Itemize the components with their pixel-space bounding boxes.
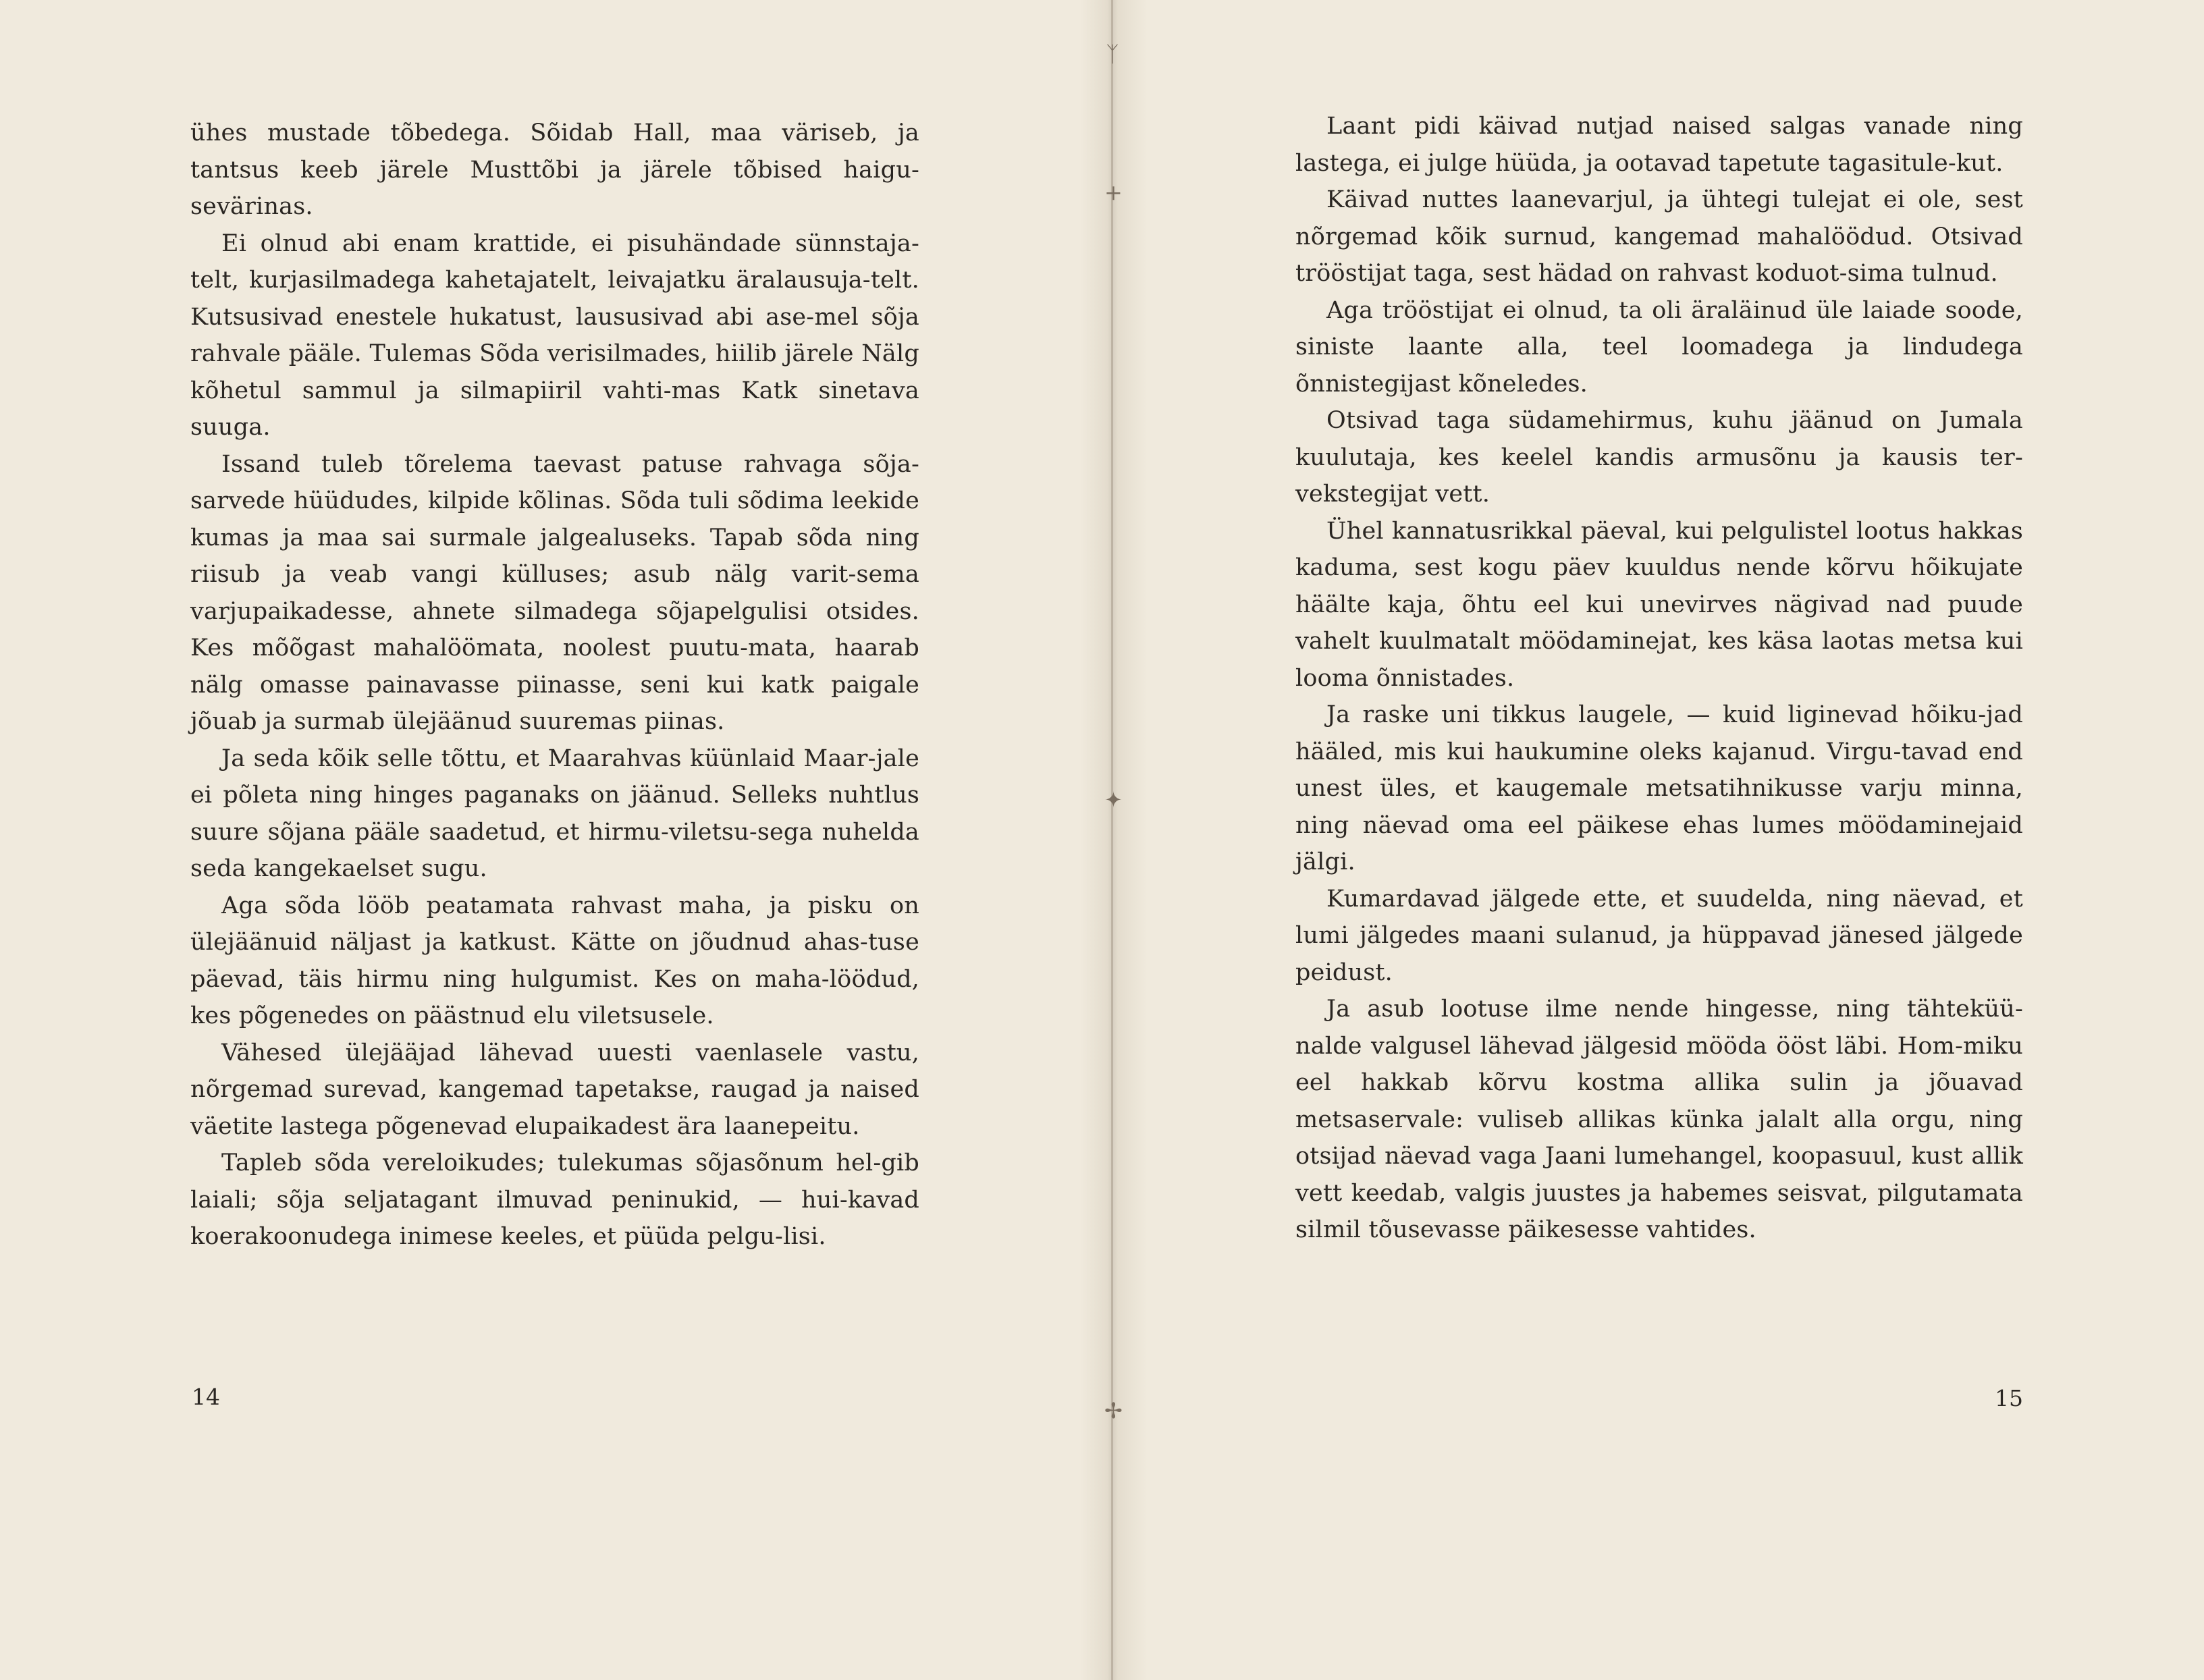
binding-stitch-mark: + xyxy=(1104,180,1123,205)
paragraph: Ühel kannatusrikkal päeval, kui pelgulistel lootus hakkas kaduma, sest kogu päev kuuldus nende kõrvu hõikujate häälte kaja, õhtu eel kui unevirves nägivad nad puude vahelt kuulmatalt möödaminejat, kes käsa laotas metsa kui looma õnnistades. xyxy=(1295,517,2023,692)
page-number: 15 xyxy=(1995,1385,2023,1411)
left-page-text xyxy=(190,115,919,1255)
paragraph: Aga trööstijat ei olnud, ta oli äraläinud üle laiade soode, siniste laante alla, teel loomadega ja lindudega õnnistegijast kõneledes. xyxy=(1295,296,2023,398)
paragraph: Kumardavad jälgede ette, et suudelda, ning näevad, et lumi jälgedes maani sulanud, ja hüppavad jänesed jälgede peidust. xyxy=(1295,885,2023,986)
binding-stitch-mark: ᛉ xyxy=(1106,41,1119,67)
right-page xyxy=(1113,0,2204,1680)
paragraph: Ja raske uni tikkus laugele, — kuid liginevad hõiku-jad hääled, mis kui haukumine oleks kajanud. Virgu-tavad end unest üles, et kaugemale metsatihnikusse varju minna, ning näevad oma eel päikese ehas lumes möödaminejaid jälgi. xyxy=(1295,701,2023,875)
paragraph: ühes mustade tõbedega. Sõidab Hall, maa väriseb, ja tantsus keeb järele Musttõbi ja järele tõbised haigu-sevärinas. xyxy=(190,119,919,220)
paragraph: Vähesed ülejääjad lähevad uuesti vaenlasele vastu, nõrgemad surevad, kangemad tapetakse, raugad ja naised väetite lastega põgenevad elupaikadest ära laanepeitu. xyxy=(190,1039,919,1140)
paragraph: Otsivad taga südamehirmus, kuhu jäänud on Jumala kuulutaja, kes keelel kandis armusõnu ja kausis ter-vekstegijat vett. xyxy=(1295,407,2023,508)
paragraph: Aga sõda lööb peatamata rahvast maha, ja pisku on ülejäänuid näljast ja katkust. Kätte on jõudnud ahas-tuse päevad, täis hirmu ning hulgumist. Kes on maha-löödud, kes põgenedes on päästnud elu viletsusele. xyxy=(190,892,919,1029)
binding-stitch-mark: ✦ xyxy=(1104,787,1123,813)
paragraph: Ja asub lootuse ilme nende hingesse, ning tähteküü-nalde valgusel lähevad jälgesid mööda ööst läbi. Hom-miku eel hakkab kõrvu kostma allika sulin ja jõuavad metsaservale: vuliseb allikas künka jalalt alla orgu, ning otsijad näevad vaga Jaani lumehangel, koopasuul, kust allik vett keedab, valgis juustes ja habemes seisvat, pilgutamata silmil tõusevasse päikesesse vahtides. xyxy=(1295,996,2023,1243)
paragraph: Laant pidi käivad nutjad naised salgas vanade ning lastega, ei julge hüüda, ja ootavad tapetute tagasitule-kut. xyxy=(1295,113,2023,177)
paragraph: Käivad nuttes laanevarjul, ja ühtegi tulejat ei ole, sest nõrgemad kõik surnud, kangemad mahalöödud. Otsivad trööstijat taga, sest hädad on rahvast koduot-sima tulnud. xyxy=(1295,186,2023,287)
page-number: 14 xyxy=(192,1384,220,1410)
paragraph: Tapleb sõda vereloikudes; tulekumas sõjasõnum hel-gib laiali; sõja seljatagant ilmuvad peninukid, — hui-kavad koerakoonudega inimese keeles, et püüda pelgu-lisi. xyxy=(190,1149,919,1250)
paragraph: Ei olnud abi enam krattide, ei pisuhändade sünnstaja-telt, kurjasilmadega kahetajatelt, leivajatku äralausuja-telt. Kutsusivad enestele hukatust, laususivad abi ase-mel sõja rahvale pääle. Tulemas Sõda verisilmades, hiilib järele Nälg kõhetul sammul ja silmapiiril vahti-mas Katk sinetava suuga. xyxy=(190,229,919,441)
paragraph: Ja seda kõik selle tõttu, et Maarahvas küünlaid Maar-jale ei põleta ning hinges paganaks on jäänud. Selleks nuhtlus suure sõjana pääle saadetud, et hirmu-viletsu-sega nuhelda seda kangekaelset sugu. xyxy=(190,744,919,882)
right-page-text xyxy=(1295,108,2023,1249)
binding-stitch-mark: ✢ xyxy=(1104,1398,1123,1424)
paragraph: Issand tuleb tõrelema taevast patuse rahvaga sõja-sarvede hüüdudes, kilpide kõlinas. Sõda tuli sõdima leekide kumas ja maa sai surmale jalgealuseks. Tapab sõda ning riisub ja veab vangi külluses; asub nälg varit-sema varjupaikadesse, ahnete silmadega sõjapelgulisi otsides. Kes mõõgast mahalöömata, noolest puutu-mata, haarab nälg omasse painavasse piinasse, seni kui katk paigale jõuab ja surmab ülejäänud suuremas piinas. xyxy=(190,450,919,735)
